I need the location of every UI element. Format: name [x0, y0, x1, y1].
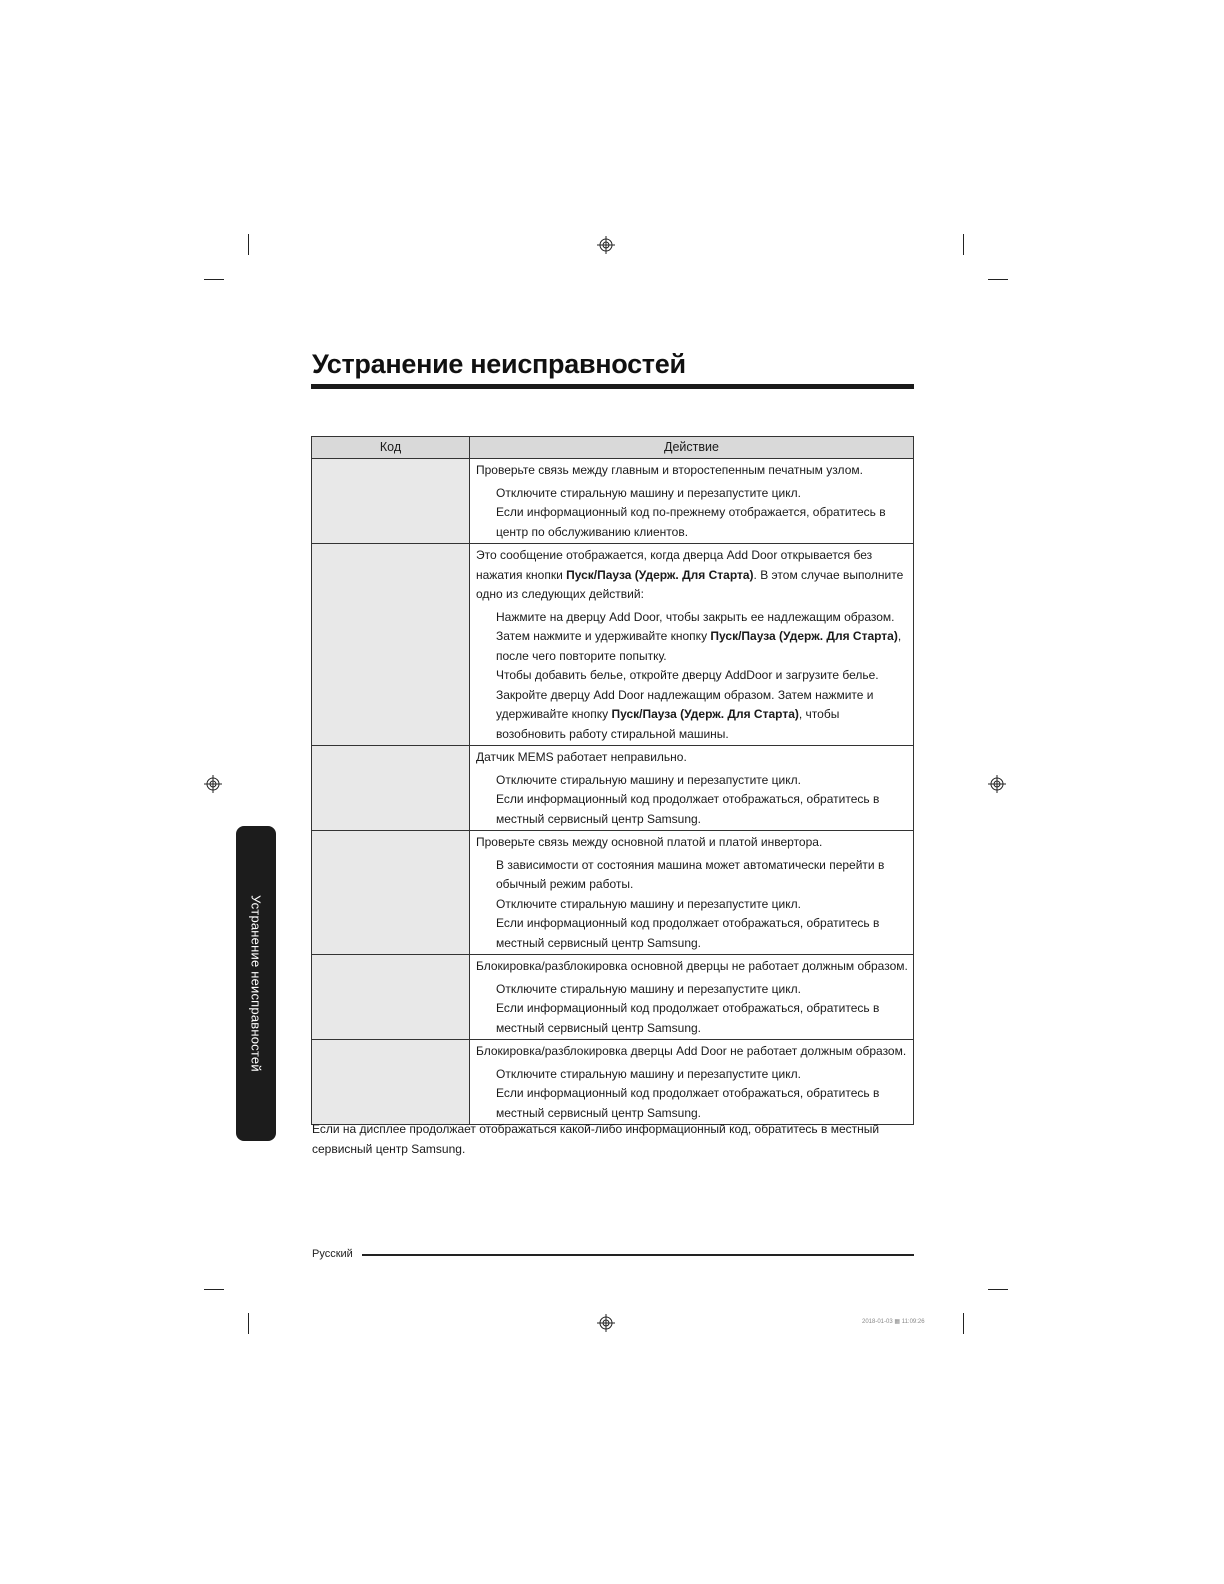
info-code-table	[311, 436, 914, 1125]
crop-mark	[988, 1289, 1008, 1290]
text-segment: Чтобы добавить белье, откройте дверцу AddDoor и загрузите белье. Закройте дверцу Add Door надлежащим образом. Затем нажмите и удерживайте кнопку	[496, 668, 879, 721]
header-code: Код	[312, 437, 470, 459]
text-segment: , после чего повторите попытку.	[496, 629, 902, 663]
code-cell	[312, 955, 470, 1040]
header-action: Действие	[470, 437, 914, 459]
code-cell	[312, 746, 470, 831]
registration-mark-icon	[597, 1314, 615, 1332]
text-segment: , чтобы возобновить работу стиральной машины.	[496, 707, 840, 741]
button-name: Пуск/Пауза (Удерж. Для Старта)	[566, 567, 754, 582]
code-cell	[312, 459, 470, 544]
side-tab-label-wrap	[236, 826, 276, 1141]
action-item: Отключите стиральную машину и перезапустите цикл.	[496, 896, 801, 911]
page-title: Устранение неисправностей	[312, 349, 686, 379]
action-item: Отключите стиральную машину и перезапустите цикл.	[496, 485, 801, 500]
crop-mark	[204, 279, 224, 280]
table-row	[312, 831, 914, 955]
code-cell	[312, 544, 470, 746]
crop-mark	[963, 1313, 964, 1334]
title-rule	[311, 384, 914, 389]
text-segment: Это сообщение отображается, когда дверца Add Door открывается без нажатия кнопки	[476, 548, 873, 582]
action-cell	[470, 544, 914, 746]
text-segment: Нажмите на дверцу Add Door, чтобы закрыть ее надлежащим образом. Затем нажмите и удерживайте кнопку	[496, 609, 895, 643]
action-cell	[470, 955, 914, 1040]
action-lead: Проверьте связь между главным и второстепенным печатным узлом.	[476, 463, 863, 477]
registration-mark-icon	[204, 775, 222, 793]
action-cell	[470, 746, 914, 831]
side-tab-label: Устранение неисправностей	[248, 895, 264, 1072]
print-stamp: 2018-01-03 ▦ 11:09:26	[862, 1319, 925, 1325]
action-cell	[470, 831, 914, 955]
button-name: Пуск/Пауза (Удерж. Для Старта)	[710, 629, 898, 643]
code-cell	[312, 831, 470, 955]
action-item: Отключите стиральную машину и перезапустите цикл.	[496, 772, 801, 787]
registration-mark-icon	[988, 775, 1006, 793]
crop-mark	[988, 279, 1008, 280]
action-cell	[470, 1040, 914, 1125]
action-lead: Проверьте связь между основной платой и платой инвертора.	[476, 835, 823, 849]
table-row	[312, 1040, 914, 1125]
crop-mark	[248, 1313, 249, 1334]
crop-mark	[204, 1289, 224, 1290]
action-item: Отключите стиральную машину и перезапустите цикл.	[496, 1066, 801, 1081]
table-row	[312, 544, 914, 746]
action-item: Если информационный код продолжает отображаться, обратитесь в местный сервисный центр Samsung.	[496, 1001, 880, 1035]
table-row	[312, 746, 914, 831]
action-item	[496, 666, 908, 744]
footer-rule	[362, 1254, 914, 1256]
crop-mark	[963, 234, 964, 255]
action-item: Если информационный код продолжает отображаться, обратитесь в местный сервисный центр Samsung.	[496, 1086, 880, 1120]
table-header-row	[312, 437, 914, 459]
action-cell	[470, 459, 914, 544]
action-item: В зависимости от состояния машина может автоматически перейти в обычный режим работы.	[496, 857, 885, 891]
table-row	[312, 459, 914, 544]
action-item	[496, 608, 908, 667]
action-lead: Блокировка/разблокировка дверцы Add Door не работает должным образом.	[476, 1044, 907, 1058]
action-item: Если информационный код продолжает отображаться, обратитесь в местный сервисный центр Samsung.	[496, 916, 880, 950]
action-item: Отключите стиральную машину и перезапустите цикл.	[496, 981, 801, 996]
action-item: Если информационный код продолжает отображаться, обратитесь в местный сервисный центр Samsung.	[496, 792, 880, 826]
action-item: Если информационный код по-прежнему отображается, обратитесь в центр по обслуживанию клиентов.	[496, 505, 886, 539]
action-lead	[476, 546, 908, 605]
action-lead: Блокировка/разблокировка основной дверцы не работает должным образом.	[476, 959, 908, 973]
footer-language: Русский	[312, 1248, 353, 1260]
button-name: Пуск/Пауза (Удерж. Для Старта)	[611, 707, 799, 721]
action-lead: Датчик MEMS работает неправильно.	[476, 750, 687, 764]
registration-mark-icon	[597, 236, 615, 254]
table-row	[312, 955, 914, 1040]
crop-mark	[248, 234, 249, 255]
text-segment: . В этом случае выполните одно из следующих действий:	[476, 567, 904, 601]
closing-note: Если на дисплее продолжает отображаться какой-либо информационный код, обратитесь в местный сервисный центр Samsung.	[312, 1122, 880, 1156]
code-cell	[312, 1040, 470, 1125]
